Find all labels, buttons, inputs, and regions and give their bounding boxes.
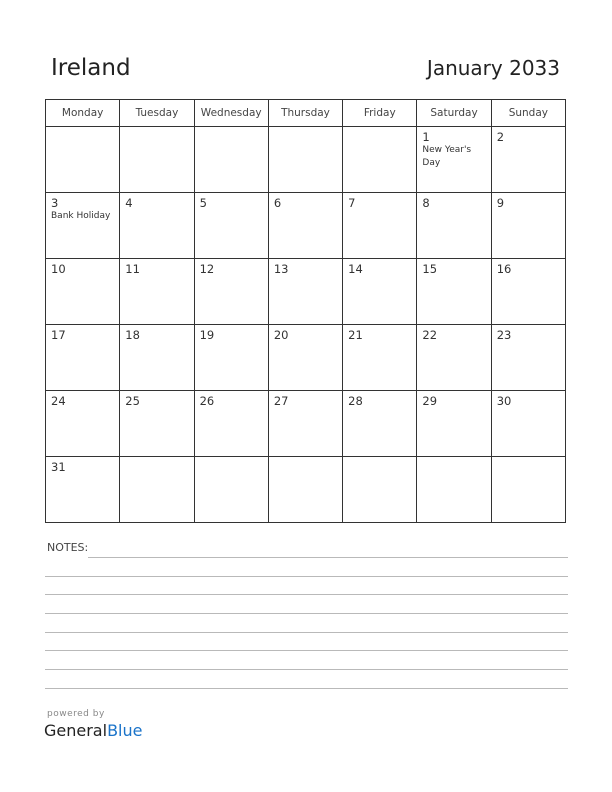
calendar-week-row	[46, 193, 566, 259]
brand-general-text: General	[44, 721, 108, 740]
day-number: 6	[273, 196, 282, 210]
day-number: 26	[199, 394, 215, 408]
calendar-day-cell[interactable]	[417, 391, 491, 457]
calendar-day-cell[interactable]	[343, 325, 417, 391]
calendar-day-cell[interactable]	[120, 391, 194, 457]
calendar-day-cell[interactable]	[491, 391, 565, 457]
calendar-day-cell[interactable]	[343, 259, 417, 325]
calendar-day-cell[interactable]	[491, 193, 565, 259]
note-line	[45, 688, 568, 689]
calendar-day-cell[interactable]	[46, 259, 120, 325]
calendar-day-cell[interactable]	[120, 457, 194, 523]
calendar-day-cell[interactable]	[46, 391, 120, 457]
brand-blue-text: Blue	[107, 721, 143, 740]
weekday-header: Tuesday	[120, 100, 194, 127]
country-title: Ireland	[51, 55, 131, 81]
calendar-week-row	[46, 259, 566, 325]
calendar-day-cell[interactable]	[491, 127, 565, 193]
calendar-day-cell[interactable]	[491, 259, 565, 325]
calendar-day-cell[interactable]	[268, 391, 342, 457]
calendar-day-cell[interactable]	[417, 193, 491, 259]
day-number: 24	[51, 394, 66, 408]
day-number: 3	[51, 196, 59, 210]
day-number: 13	[273, 262, 289, 276]
calendar-day-cell[interactable]	[194, 325, 268, 391]
calendar-day-cell[interactable]	[268, 193, 342, 259]
weekday-header: Sunday	[491, 100, 565, 127]
day-number: 28	[348, 394, 363, 408]
calendar-day-cell[interactable]	[120, 325, 194, 391]
day-number: 14	[348, 262, 363, 276]
day-number: 16	[496, 262, 512, 276]
note-line	[88, 557, 568, 558]
day-number: 17	[51, 328, 66, 342]
weekday-header: Wednesday	[194, 100, 268, 127]
day-number: 12	[199, 262, 215, 276]
day-number: 9	[496, 196, 505, 210]
day-number: 20	[273, 328, 289, 342]
calendar-day-cell[interactable]	[46, 193, 120, 259]
day-number: 15	[422, 262, 438, 276]
powered-by-label: powered by	[47, 709, 105, 719]
day-number: 11	[125, 262, 140, 276]
calendar-day-cell[interactable]	[343, 193, 417, 259]
month-year-title: January 2033	[426, 56, 560, 80]
day-number: 25	[125, 394, 140, 408]
day-number: 27	[273, 394, 289, 408]
calendar-day-cell[interactable]	[194, 259, 268, 325]
calendar-week-row	[46, 127, 566, 193]
calendar-day-cell[interactable]	[194, 391, 268, 457]
calendar-day-cell[interactable]	[268, 457, 342, 523]
calendar-day-cell[interactable]	[268, 127, 342, 193]
calendar-day-cell[interactable]	[417, 259, 491, 325]
day-number: 4	[125, 196, 133, 210]
calendar-week-row	[46, 325, 566, 391]
calendar-day-cell[interactable]	[46, 127, 120, 193]
day-number: 31	[51, 460, 66, 474]
day-number: 29	[422, 394, 438, 408]
day-number: 5	[199, 196, 207, 210]
calendar-week-row	[46, 391, 566, 457]
weekday-header-row	[46, 100, 566, 127]
note-line	[45, 650, 568, 651]
note-line	[45, 594, 568, 595]
calendar-week-row	[46, 457, 566, 523]
calendar-day-cell[interactable]	[343, 457, 417, 523]
day-number: 23	[496, 328, 512, 342]
calendar-day-cell[interactable]	[343, 127, 417, 193]
day-number: 18	[125, 328, 140, 342]
weekday-header: Saturday	[417, 100, 491, 127]
day-number: 22	[422, 328, 438, 342]
day-number: 30	[496, 394, 512, 408]
day-number: 19	[199, 328, 215, 342]
calendar-day-cell[interactable]	[417, 325, 491, 391]
holiday-label: Bank Holiday	[51, 211, 111, 221]
calendar-day-cell[interactable]	[268, 325, 342, 391]
day-number: 21	[348, 328, 363, 342]
calendar-day-cell[interactable]	[46, 325, 120, 391]
calendar-day-cell[interactable]	[268, 259, 342, 325]
day-number: 1	[422, 130, 430, 144]
calendar-day-cell[interactable]	[491, 457, 565, 523]
day-number: 8	[422, 196, 430, 210]
calendar-day-cell[interactable]	[417, 127, 491, 193]
calendar-day-cell[interactable]	[343, 391, 417, 457]
holiday-label: New Year's Day	[422, 145, 472, 168]
calendar-grid	[45, 99, 566, 523]
note-line	[45, 632, 568, 633]
calendar-day-cell[interactable]	[417, 457, 491, 523]
day-number: 7	[348, 196, 356, 210]
weekday-header: Monday	[46, 100, 120, 127]
weekday-header: Friday	[343, 100, 417, 127]
notes-label: NOTES:	[47, 541, 89, 554]
calendar-day-cell[interactable]	[194, 457, 268, 523]
calendar-day-cell[interactable]	[120, 259, 194, 325]
note-line	[45, 613, 568, 614]
calendar-day-cell[interactable]	[46, 457, 120, 523]
day-number: 10	[51, 262, 66, 276]
brand-logo[interactable]	[44, 721, 142, 740]
day-number: 2	[496, 130, 505, 144]
weekday-header: Thursday	[268, 100, 342, 127]
calendar-day-cell[interactable]	[491, 325, 565, 391]
calendar-day-cell[interactable]	[194, 193, 268, 259]
calendar-day-cell[interactable]	[120, 193, 194, 259]
calendar-day-cell[interactable]	[194, 127, 268, 193]
calendar-day-cell[interactable]	[120, 127, 194, 193]
note-line	[45, 576, 568, 577]
note-line	[45, 669, 568, 670]
